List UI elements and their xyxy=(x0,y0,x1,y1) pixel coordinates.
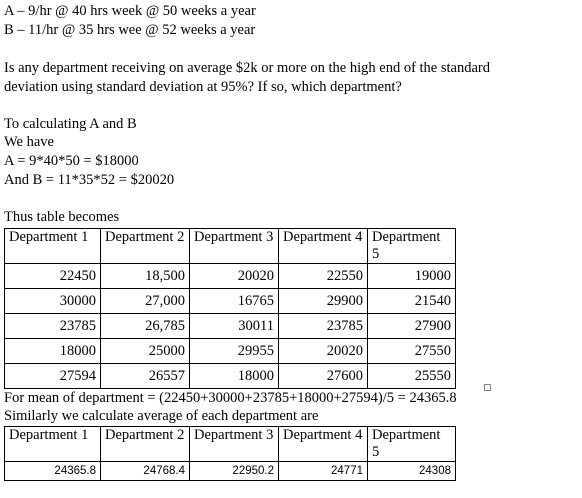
table-cell: 23785 xyxy=(279,314,368,339)
table-cell: 27550 xyxy=(368,339,456,364)
table-cell: 18,500 xyxy=(101,264,190,289)
header-cell: Department 1 xyxy=(5,427,101,462)
table-cell: 25000 xyxy=(101,339,190,364)
table-cell: 18000 xyxy=(5,339,101,364)
table-row xyxy=(5,339,456,364)
header-cell: Department 5 xyxy=(368,427,456,462)
calc-line-1: To calculating A and B xyxy=(4,116,137,132)
calc-line-3: A = 9*40*50 = $18000 xyxy=(4,153,139,169)
question-line-1: Is any department receiving on average $2k or more on the high end of the standard xyxy=(4,60,490,76)
table-cell: 24771 xyxy=(279,462,368,481)
table-row xyxy=(5,289,456,314)
calc-line-2: We have xyxy=(4,134,54,150)
table-cell: 29900 xyxy=(279,289,368,314)
header-cell: Department 1 xyxy=(5,229,101,264)
table-cell: 27594 xyxy=(5,364,101,389)
header-cell: Department 4 xyxy=(279,229,368,264)
header-cell: Department 3 xyxy=(190,427,279,462)
table-cell: 21540 xyxy=(368,289,456,314)
table-row xyxy=(5,314,456,339)
table-cell: 24768.4 xyxy=(101,462,190,481)
table-header-row xyxy=(5,229,456,264)
question-line-2: deviation using standard deviation at 95%? If so, which department? xyxy=(4,79,402,95)
table-row xyxy=(5,364,456,389)
header-cell: Department 4 xyxy=(279,427,368,462)
header-cell: Department 2 xyxy=(101,427,190,462)
table-cell: 23785 xyxy=(5,314,101,339)
intro-line-b: B – 11/hr @ 35 hrs wee @ 52 weeks a year xyxy=(4,22,256,38)
table-cell: 20020 xyxy=(279,339,368,364)
table-row xyxy=(5,264,456,289)
table-row xyxy=(5,462,456,481)
table-cell: 20020 xyxy=(190,264,279,289)
table-cell: 22950.2 xyxy=(190,462,279,481)
table-cell: 19000 xyxy=(368,264,456,289)
table-cell: 24365.8 xyxy=(5,462,101,481)
calc-line-4: And B = 11*35*52 = $20020 xyxy=(4,172,175,188)
table-header-row xyxy=(5,427,456,462)
mean-line: For mean of department = (22450+30000+23785+18000+27594)/5 = 24365.8 xyxy=(4,390,457,406)
table-cell: 30011 xyxy=(190,314,279,339)
table-cell: 26,785 xyxy=(101,314,190,339)
table-cell: 26557 xyxy=(101,364,190,389)
table-cell: 16765 xyxy=(190,289,279,314)
similar-line: Similarly we calculate average of each department are xyxy=(4,408,319,424)
table-cell: 27600 xyxy=(279,364,368,389)
table-caption: Thus table becomes xyxy=(4,209,120,225)
department-table xyxy=(4,228,456,389)
header-cell: Department 3 xyxy=(190,229,279,264)
header-cell: Department 5 xyxy=(368,229,456,264)
header-cell: Department 2 xyxy=(101,229,190,264)
average-table xyxy=(4,426,456,481)
table-cell: 29955 xyxy=(190,339,279,364)
table-cell: 18000 xyxy=(190,364,279,389)
table-cell: 22450 xyxy=(5,264,101,289)
table-cell: 22550 xyxy=(279,264,368,289)
intro-line-a: A – 9/hr @ 40 hrs week @ 50 weeks a year xyxy=(4,3,256,19)
table-cell: 27,000 xyxy=(101,289,190,314)
table-cell: 24308 xyxy=(368,462,456,481)
table-cell: 30000 xyxy=(5,289,101,314)
resize-handle-icon[interactable] xyxy=(484,384,491,391)
table-cell: 25550 xyxy=(368,364,456,389)
table-cell: 27900 xyxy=(368,314,456,339)
